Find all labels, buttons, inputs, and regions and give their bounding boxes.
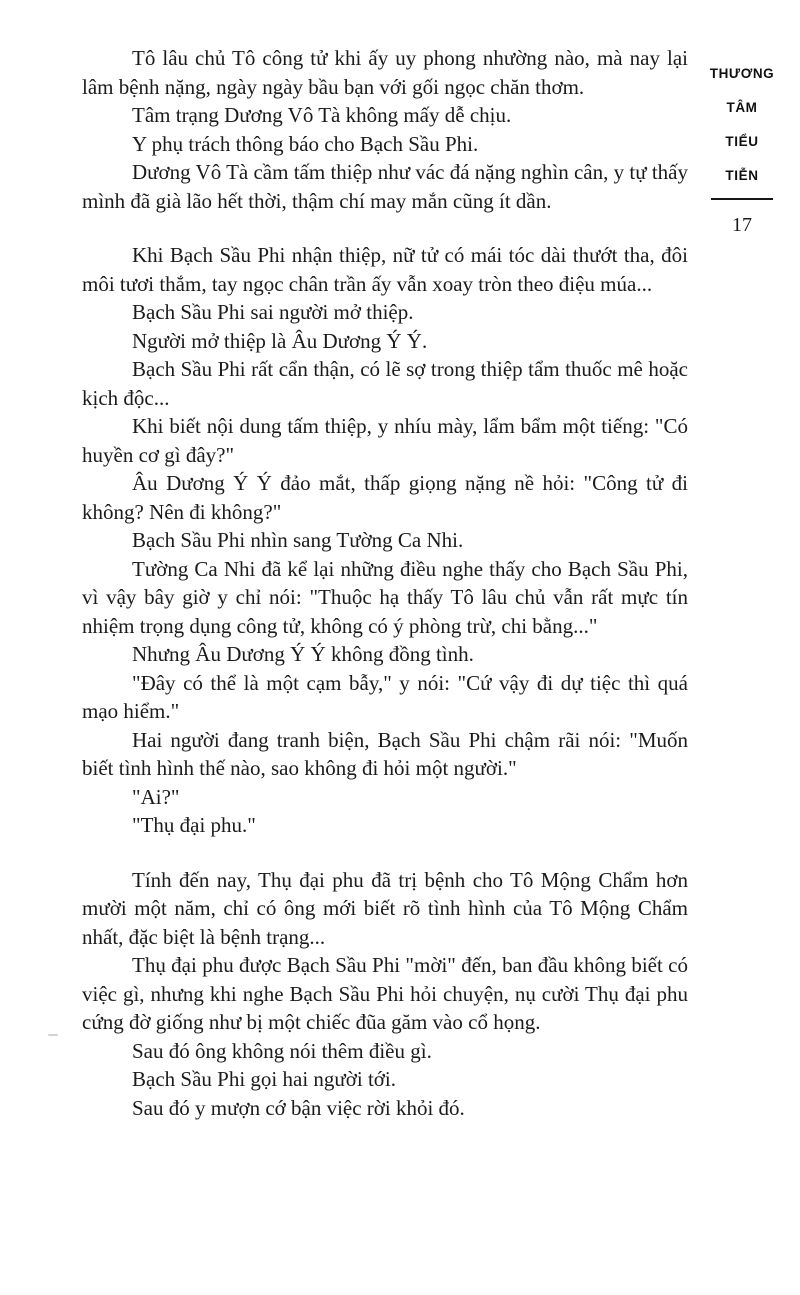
paragraph: Thụ đại phu được Bạch Sầu Phi "mời" đến, ban đầu không biết có việc gì, nhưng khi nghe Bạch Sầu Phi hỏi chuyện, nụ cười Thụ đại phu cứng đờ giống như bị một chiếc đũa găm vào cổ họng. (82, 953, 688, 1034)
paragraph: Bạch Sầu Phi sai người mở thiệp. (132, 300, 414, 324)
paragraph: Y phụ trách thông báo cho Bạch Sầu Phi. (132, 131, 479, 156)
paragraph: Sau đó ông không nói thêm điều gì. (132, 1038, 432, 1063)
paragraph: Người mở thiệp là Âu Dương Ý Ý. (132, 328, 428, 353)
paragraph: Bạch Sầu Phi nhìn sang Tường Ca Nhi. (132, 528, 464, 552)
paragraph: Tường Ca Nhi đã kể lại những điều nghe thấy cho Bạch Sầu Phi, vì vậy bây giờ y chỉ nói: "Thuộc hạ thấy Tô lâu chủ vẫn rất mực tín nhiệm trọng dụng công tử, không có ý phòng trừ, chi bằng..." (82, 556, 688, 638)
paragraph: Dương Vô Tà cầm tấm thiệp như vác đá nặng nghìn cân, y tự thấy mình đã già lão hết thời, thậm chí may mắn cũng ít dần. (82, 160, 688, 213)
scan-speck (48, 1034, 58, 1036)
paragraph: "Đây có thể là một cạm bẫy," y nói: "Cứ vậy đi dự tiệc thì quá mạo hiểm." (82, 670, 688, 723)
header-divider (711, 198, 773, 200)
paragraph: Khi biết nội dung tấm thiệp, y nhíu mày, lẩm bẩm một tiếng: "Có huyền cơ gì đây?" (82, 414, 688, 467)
paragraph: Âu Dương Ý Ý đảo mắt, thấp giọng nặng nề hỏi: "Công tử đi không? Nên đi không?" (82, 471, 688, 524)
paragraph: Hai người đang tranh biện, Bạch Sầu Phi chậm rãi nói: "Muốn biết tình hình thế nào, sao không đi hỏi một người." (82, 727, 688, 780)
paragraph: Bạch Sầu Phi rất cẩn thận, có lẽ sợ trong thiệp tẩm thuốc mê hoặc kịch độc... (82, 357, 688, 410)
paragraph: "Thụ đại phu." (132, 813, 256, 837)
running-title-word: TIỄN (725, 167, 759, 183)
paragraph: Tính đến nay, Thụ đại phu đã trị bệnh cho Tô Mộng Chẩm hơn mười một năm, chỉ có ông mới biết rõ tình hình của Tô Mộng Chẩm nhất, đặc biệt là bệnh trạng... (82, 867, 688, 949)
running-title-word: THƯƠNG (709, 65, 775, 81)
page-number: 17 (732, 214, 752, 236)
paragraph: Khi Bạch Sầu Phi nhận thiệp, nữ tử có mái tóc dài thướt tha, đôi môi tươi thắm, tay ngọc chân trần ấy vẫn xoay tròn theo điệu múa... (82, 243, 688, 296)
running-title (704, 56, 780, 192)
paragraph: "Ai?" (132, 784, 180, 809)
paragraph: Sau đó y mượn cớ bận việc rời khỏi đó. (132, 1095, 465, 1120)
text-section (82, 241, 688, 840)
paragraph: Tô lâu chủ Tô công tử khi ấy uy phong nhường nào, mà nay lại lâm bệnh nặng, ngày ngày bầu bạn với gối ngọc chăn thơm. (82, 46, 688, 99)
text-section (82, 866, 688, 1123)
page-text (82, 44, 688, 1122)
paragraph: Bạch Sầu Phi gọi hai người tới. (132, 1067, 396, 1091)
text-section (82, 44, 688, 215)
paragraph: Tâm trạng Dương Vô Tà không mấy dễ chịu. (132, 103, 512, 127)
margin-header (704, 56, 780, 237)
running-title-word: TIỂU (725, 133, 759, 149)
running-title-word: TÂM (726, 99, 758, 115)
paragraph: Nhưng Âu Dương Ý Ý không đồng tình. (132, 642, 474, 666)
